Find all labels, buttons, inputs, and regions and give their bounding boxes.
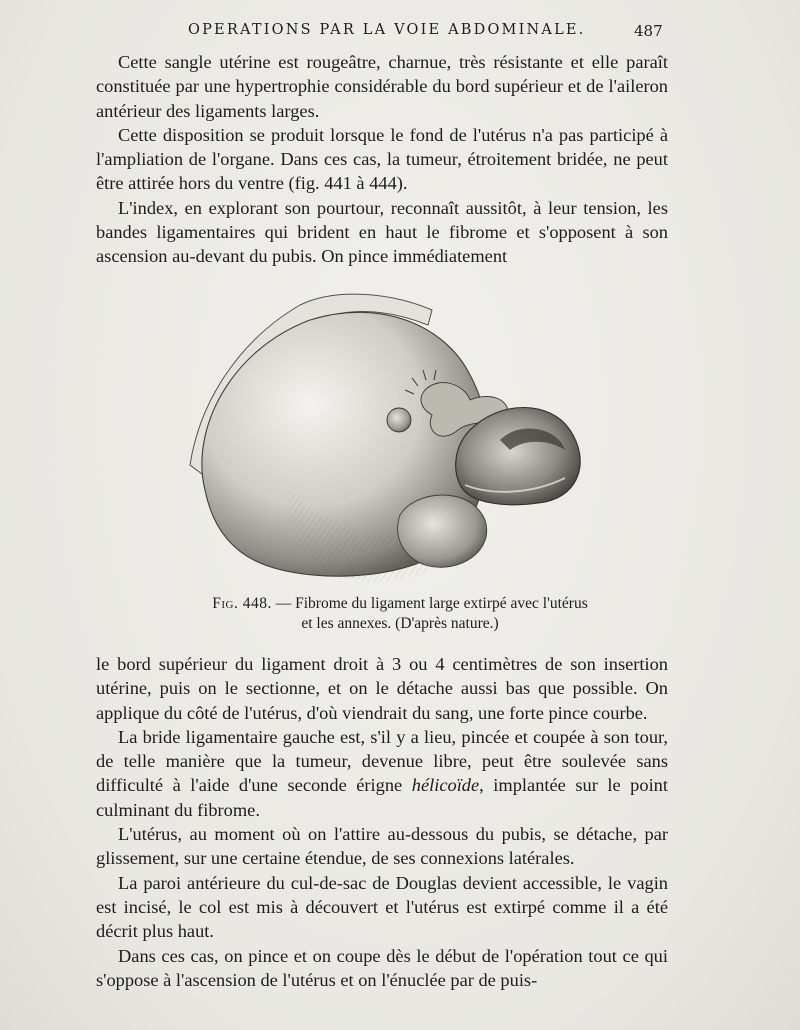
figure-label: Fig. 448. [212, 595, 272, 612]
paragraph: Cette disposition se produit lorsque le fond de l'utérus n'a pas participé à l'ampliation de l'organe. Dans ces cas, la tumeur, étroitement bridée, ne peut être attirée hors du ventre (fig. 441 à 444). [96, 124, 668, 194]
caption-text-2: et les annexes. (D'après nature.) [301, 615, 499, 632]
lower-lobe [398, 495, 487, 567]
text-block-bottom [96, 652, 668, 992]
running-head [0, 18, 800, 44]
page-number: 487 [634, 22, 663, 40]
ovary [387, 408, 411, 432]
emphasis-term: hélicoïde [411, 775, 480, 796]
paragraph: Dans ces cas, on pince et on coupe dès le début de l'opération tout ce qui s'oppose à l'ascension de l'utérus et on l'énuclée par de puis- [96, 945, 668, 990]
caption-text-1: — Fibrome du ligament large extirpé avec l'utérus [275, 595, 588, 612]
paragraph [96, 725, 668, 822]
text-block-top [96, 50, 668, 269]
fibroma-engraving [170, 280, 600, 590]
paragraph-text: La bride ligamentaire gauche est, s'il y a lieu, pincée et coupée à son tour, de telle manière que la tumeur, devenue libre, peut être soulevée sans difficulté à l'aide d'une seconde érigne [96, 726, 668, 796]
paragraph: L'index, en explorant son pourtour, reconnaît aussitôt, à leur tension, les bandes ligamentaires qui brident en haut le fibrome et s'opposent à son ascension au-devant du pubis. On pince immédiatement [96, 197, 668, 267]
figure-caption [150, 594, 650, 634]
figure-illustration [170, 280, 600, 590]
running-title: OPERATIONS PAR LA VOIE ABDOMINALE. [188, 22, 586, 38]
paragraph: La paroi antérieure du cul-de-sac de Douglas devient accessible, le vagin est incisé, le col est mis à découvert et l'utérus est extirpé comme il a été décrit plus haut. [96, 872, 668, 942]
paragraph-text: , implantée sur le point culminant du fibrome. [96, 775, 668, 820]
paragraph: le bord supérieur du ligament droit à 3 ou 4 centimètres de son insertion utérine, puis on le sectionne, et on le détache aussi bas que possible. On applique du côté de l'utérus, d'où viendrait du sang, une forte pince courbe. [96, 654, 668, 723]
paragraph: L'utérus, au moment où on l'attire au-dessous du pubis, se détache, par glissement, sur une certaine étendue, de ses connexions latérales. [96, 824, 668, 869]
paragraph: Cette sangle utérine est rougeâtre, charnue, très résistante et elle paraît constituée par une hypertrophie considérable du bord supérieur et de l'aileron antérieur des ligaments larges. [96, 52, 668, 121]
